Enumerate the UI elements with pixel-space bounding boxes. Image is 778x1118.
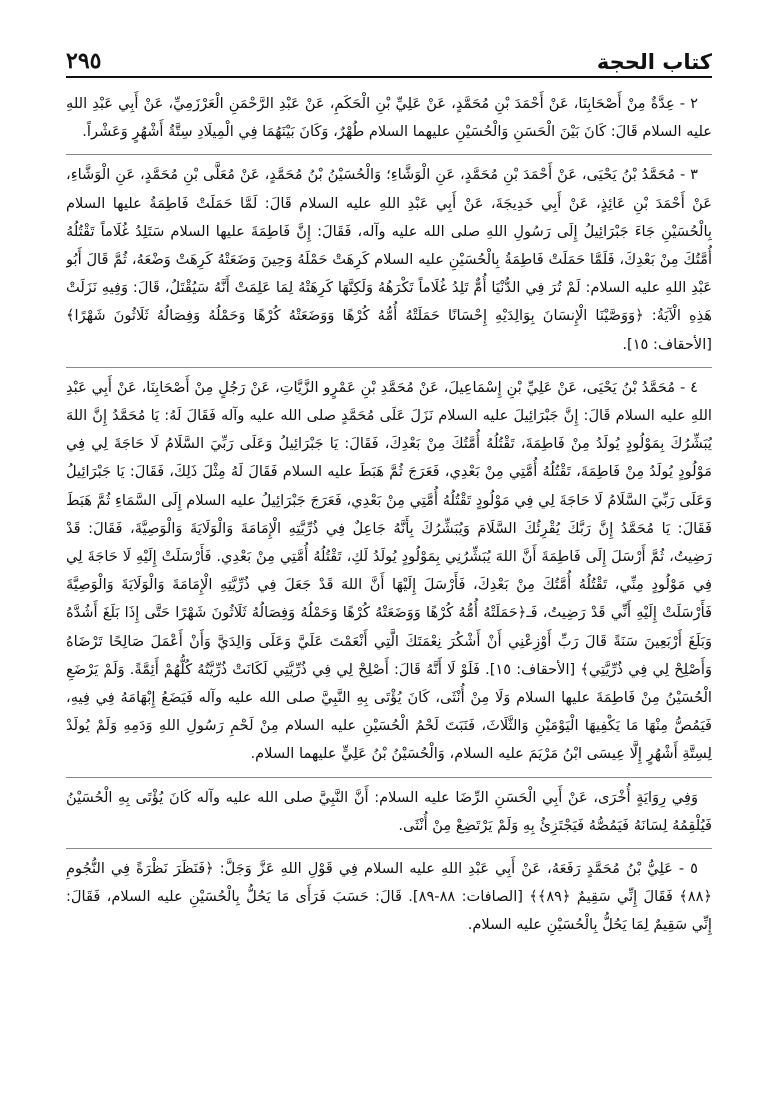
paragraph-divider (66, 848, 712, 849)
hadith-4-variant: وَفِي رِوَايَةٍ أُخْرَى، عَنْ أَبِي الْحَسَنِ الرِّضَا عليه السلام: أَنَّ النَّبِيَّ صلى الله عليه وآله كَانَ يُؤْتَى بِهِ الْحُسَيْنُ فَيُلْقِمُهُ لِسَانَهُ فَيَمُصُّهُ فَيَجْتَزِئُ بِهِ وَلَمْ يَرْتَضِعْ مِنْ أُنْثَى. (66, 788, 712, 834)
page-title: كتاب الحجة (596, 50, 712, 74)
hadith-3: ٣ - مُحَمَّدُ بْنُ يَحْيَى، عَنْ أَحْمَدَ بْنِ مُحَمَّدٍ، عَنِ الْوَشَّاءِ؛ وَالْحُسَيْنُ بْنُ مُحَمَّدٍ، عَنْ مُعَلَّى بْنِ مُحَمَّدٍ، عَنِ الْوَشَّاءِ، عَنْ أَحْمَدَ بْنِ عَائِذٍ، عَنْ أَبِي خَدِيجَةَ، عَنْ أَبِي عَبْدِ اللهِ عليه السلام قَالَ: لَمَّا حَمَلَتْ فَاطِمَةُ عليها السلام بِالْحُسَيْنِ جَاءَ جَبْرَائِيلُ إِلَى رَسُولِ اللهِ صلى الله عليه وآله، فَقَالَ: إِنَّ فَاطِمَةَ عليها السلام سَتَلِدُ غُلَاماً تَقْتُلُهُ أُمَّتُكَ مِنْ بَعْدِكَ، فَلَمَّا حَمَلَتْ فَاطِمَةُ بِالْحُسَيْنِ عليه السلام كَرِهَتْ حَمْلَهُ وَحِينَ وَضَعَتْهُ كَرِهَتْ وَضْعَهُ، ثُمَّ قَالَ أَبُو عَبْدِ اللهِ عليه السلام: لَمْ تُرَ فِي الدُّنْيَا أُمٌّ تَلِدُ غُلَاماً تَكْرَهُهُ وَلَكِنَّهَا كَرِهَتْهُ لِمَا عَلِمَتْ أَنَّهُ سَيُقْتَلُ، قَالَ: وَفِيهِ نَزَلَتْ هَذِهِ الْآيَةُ: ﴿وَوَصَّيْنَا الْإِنسَانَ بِوَالِدَيْهِ إِحْسَانًا حَمَلَتْهُ أُمُّهُ كُرْهًا وَوَضَعَتْهُ كُرْهًا وَحَمْلُهُ وَفِصَالُهُ ثَلَاثُونَ شَهْرًا﴾ [الأحقاف: ١٥]. (66, 166, 712, 353)
header-rule (66, 76, 712, 78)
page-body (66, 90, 712, 1100)
paragraph-divider (66, 367, 712, 368)
paragraph-divider (66, 154, 712, 155)
hadith-4: ٤ - مُحَمَّدُ بْنُ يَحْيَى، عَنْ عَلِيِّ بْنِ إِسْمَاعِيلَ، عَنْ مُحَمَّدِ بْنِ عَمْرٍو الزَّيَّاتِ، عَنْ رَجُلٍ مِنْ أَصْحَابِنَا، عَنْ أَبِي عَبْدِ اللهِ عليه السلام قَالَ: إِنَّ جَبْرَائِيلَ عليه السلام نَزَلَ عَلَى مُحَمَّدٍ صلى الله عليه وآله فَقَالَ لَهُ: يَا مُحَمَّدُ إِنَّ اللهَ يُبَشِّرُكَ بِمَوْلُودٍ يُولَدُ مِنْ فَاطِمَةَ، تَقْتُلُهُ أُمَّتُكَ مِنْ بَعْدِكَ، فَقَالَ: يَا جَبْرَائِيلُ وَعَلَى رَبِّيَ السَّلَامُ لَا حَاجَةَ لِي فِي مَوْلُودٍ يُولَدُ مِنْ فَاطِمَةَ، تَقْتُلُهُ أُمَّتِي مِنْ بَعْدِي، فَعَرَجَ ثُمَّ هَبَطَ عليه السلام فَقَالَ لَهُ مِثْلَ ذَلِكَ، فَقَالَ: يَا جَبْرَائِيلُ وَعَلَى رَبِّيَ السَّلَامُ لَا حَاجَةَ لِي فِي مَوْلُودٍ تَقْتُلُهُ أُمَّتِي مِنْ بَعْدِي، فَعَرَجَ جَبْرَائِيلُ عليه السلام إِلَى السَّمَاءِ ثُمَّ هَبَطَ فَقَالَ: يَا مُحَمَّدُ إِنَّ رَبَّكَ يُقْرِئُكَ السَّلَامَ وَيُبَشِّرُكَ بِأَنَّهُ جَاعِلٌ فِي ذُرِّيَّتِهِ الْإِمَامَةَ وَالْوَلَايَةَ وَالْوَصِيَّةَ، فَقَالَ: قَدْ رَضِيتُ، ثُمَّ أَرْسَلَ إِلَى فَاطِمَةَ أَنَّ اللهَ يُبَشِّرُنِي بِمَوْلُودٍ يُولَدُ لَكِ، تَقْتُلُهُ أُمَّتِي مِنْ بَعْدِي. فَأَرْسَلَتْ إِلَيْهِ لَا حَاجَةَ لِي فِي مَوْلُودٍ مِنِّي، تَقْتُلُهُ أُمَّتُكَ مِنْ بَعْدِكَ، فَأَرْسَلَ إِلَيْهَا أَنَّ اللهَ قَدْ جَعَلَ فِي ذُرِّيَّتِهِ الْإِمَامَةَ وَالْوَلَايَةَ وَالْوَصِيَّةَ فَأَرْسَلَتْ إِلَيْهِ أَنِّي قَدْ رَضِيتُ، فَـ﴿حَمَلَتْهُ أُمُّهُ كُرْهًا وَوَضَعَتْهُ كُرْهًا وَحَمْلُهُ وَفِصَالُهُ ثَلَاثُونَ شَهْرًا حَتَّى إِذَا بَلَغَ أَشُدَّهُ وَبَلَغَ أَرْبَعِينَ سَنَةً قَالَ رَبِّ أَوْزِعْنِي أَنْ أَشْكُرَ نِعْمَتَكَ الَّتِي أَنْعَمْتَ عَلَيَّ وَعَلَى وَالِدَيَّ وَأَنْ أَعْمَلَ صَالِحًا تَرْضَاهُ وَأَصْلِحْ لِي فِي ذُرِّيَّتِي﴾ [الأحقاف: ١٥]. فَلَوْ لَا أَنَّهُ قَالَ: أَصْلِحْ لِي فِي ذُرِّيَّتِي لَكَانَتْ ذُرِّيَّتُهُ كُلُّهُمْ أَئِمَّةً. وَلَمْ يَرْضَعِ الْحُسَيْنُ مِنْ فَاطِمَةَ عليها السلام وَلَا مِنْ أُنْثَى، كَانَ يُؤْتَى بِهِ النَّبِيَّ صلى الله عليه وآله فَيَضَعُ إِبْهَامَهُ فِي فِيهِ، فَيَمُصُّ مِنْهَا مَا يَكْفِيهَا الْيَوْمَيْنِ وَالثَّلَاثَ، فَنَبَتَ لَحْمُ الْحُسَيْنِ عليه السلام مِنْ لَحْمِ رَسُولِ اللهِ وَدَمِهِ وَلَمْ يُولَدْ لِسِتَّةِ أَشْهُرٍ إِلَّا عِيسَى ابْنُ مَرْيَمَ عليه السلام، وَالْحُسَيْنُ بْنُ عَلِيٍّ عليهما السلام. (66, 378, 712, 763)
hadith-5: ٥ - عَلِيُّ بْنُ مُحَمَّدٍ رَفَعَهُ، عَنْ أَبِي عَبْدِ اللهِ عليه السلام فِي قَوْلِ اللهِ عَزَّ وَجَلَّ: ﴿فَنَظَرَ نَظْرَةً فِي النُّجُومِ ﴿٨٨﴾ فَقَالَ إِنِّي سَقِيمٌ ﴿٨٩﴾﴾ [الصافات: ٨٨-٨٩]. قَالَ: حَسَبَ فَرَأَى مَا يَحُلُّ بِالْحُسَيْنِ عليه السلام، فَقَالَ: إِنِّي سَقِيمٌ لِمَا يَحُلُّ بِالْحُسَيْنِ عليه السلام. (66, 860, 712, 934)
hadith-2: ٢ - عِدَّةٌ مِنْ أَصْحَابِنَا، عَنْ أَحْمَدَ بْنِ مُحَمَّدٍ، عَنْ عَلِيِّ بْنِ الْحَكَمِ، عَنْ عَبْدِ الرَّحْمَنِ الْعَرْزَمِيِّ، عَنْ أَبِي عَبْدِ اللهِ عليه السلام قَالَ: كَانَ بَيْنَ الْحَسَنِ وَالْحُسَيْنِ عليهما السلام طُهْرٌ، وَكَانَ بَيْنَهُمَا فِي الْمِيلَادِ سِتَّةُ أَشْهُرٍ وَعَشْراً. (66, 95, 712, 141)
page-number: ٢٩٥ (66, 48, 102, 74)
paragraph-divider (66, 777, 712, 778)
page-header (66, 38, 712, 74)
